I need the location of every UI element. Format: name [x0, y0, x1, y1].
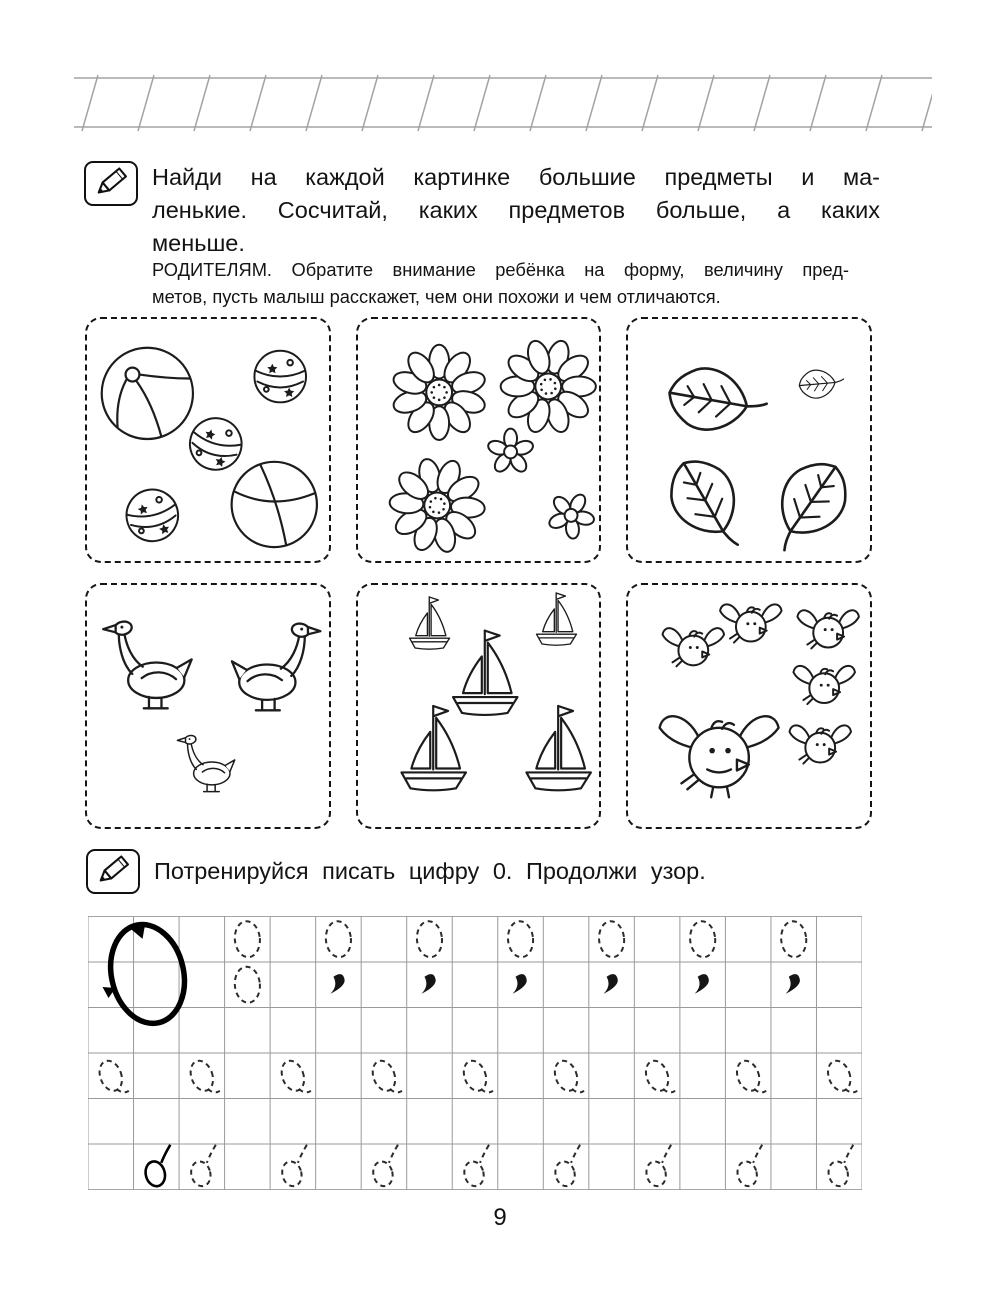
practice-glyph-tick [513, 974, 527, 994]
handwriting-guide-band [74, 74, 932, 132]
practice-glyph-zero-dashed [598, 920, 626, 958]
parents-note [152, 257, 849, 310]
flowers-picture [360, 321, 598, 559]
practice-glyph-six-dashed [371, 1145, 398, 1188]
picture-box-leaves [626, 317, 872, 563]
practice-glyph-zero-slant [96, 1058, 129, 1094]
practice-glyph-zero-dashed [689, 920, 717, 958]
picture-box-sailboats [356, 583, 602, 829]
writing-practice-grid [88, 916, 862, 1190]
task-1-text [152, 161, 880, 260]
practice-glyph-zero-dashed [415, 920, 443, 958]
practice-glyph-zero-slant [460, 1058, 493, 1094]
picture-box-birds [626, 583, 872, 829]
practice-glyph-zero-slant [187, 1058, 220, 1094]
practice-glyph-six-dashed [553, 1145, 580, 1188]
practice-glyph-tick [330, 974, 344, 994]
pencil-icon-drawing [92, 855, 134, 889]
practice-glyph-tick [695, 974, 709, 994]
pencil-icon-drawing [90, 167, 132, 201]
practice-glyph-six-dashed [462, 1145, 489, 1188]
practice-glyph-six-dashed [189, 1145, 216, 1188]
parents-note-line: метов, пусть малыш расскажет, чем они похожи и чем отличаются. [152, 285, 721, 307]
picture-box-balls [85, 317, 331, 563]
practice-glyph-zero-dashed [324, 920, 352, 958]
pencil-icon [86, 849, 140, 894]
practice-glyph-zero-dashed [780, 920, 808, 958]
balls-picture [89, 321, 327, 559]
picture-grid [85, 317, 872, 829]
practice-glyph-model-zero [101, 917, 194, 1031]
practice-glyph-zero-slant [733, 1058, 766, 1094]
parents-note-line: РОДИТЕЛЯМ. Обратите внимание ребёнка на форму, величину пред- [152, 259, 849, 280]
practice-glyph-zero-dashed [233, 920, 261, 958]
practice-glyph-tick [786, 974, 800, 994]
task-1-line: меньше. [152, 230, 245, 256]
practice-glyph-zero-slant [824, 1058, 857, 1094]
practice-glyph-zero-slant [278, 1058, 311, 1094]
practice-glyph-zero-dashed [506, 920, 534, 958]
practice-glyph-zero-slant [369, 1058, 402, 1094]
birds-picture [630, 587, 868, 825]
picture-box-geese [85, 583, 331, 829]
picture-box-flowers [356, 317, 602, 563]
task-2 [86, 849, 882, 894]
practice-glyph-zero-slant [642, 1058, 675, 1094]
pencil-icon [84, 161, 138, 206]
practice-glyph-zero-dashed [233, 966, 261, 1004]
practice-glyph-six-dashed [644, 1145, 671, 1188]
geese-picture [89, 587, 327, 825]
sailboats-picture [360, 587, 598, 825]
task-1 [84, 161, 880, 260]
practice-glyph-six-solid [143, 1145, 170, 1188]
page-number: 9 [493, 1204, 507, 1231]
task-1-line: Найди на каждой картинке большие предметы и ма- [152, 164, 880, 190]
practice-glyph-tick [421, 974, 435, 994]
practice-glyph-tick [604, 974, 618, 994]
leaves-picture [630, 321, 868, 559]
task-2-text: Потренируйся писать цифру 0. Продолжи узор. [154, 858, 706, 884]
practice-glyph-six-dashed [826, 1145, 853, 1188]
practice-glyph-zero-slant [551, 1058, 584, 1094]
practice-glyph-six-dashed [280, 1145, 307, 1188]
task-1-line: ленькие. Сосчитай, каких предметов больше, а каких [152, 197, 880, 223]
practice-glyph-six-dashed [735, 1145, 762, 1188]
